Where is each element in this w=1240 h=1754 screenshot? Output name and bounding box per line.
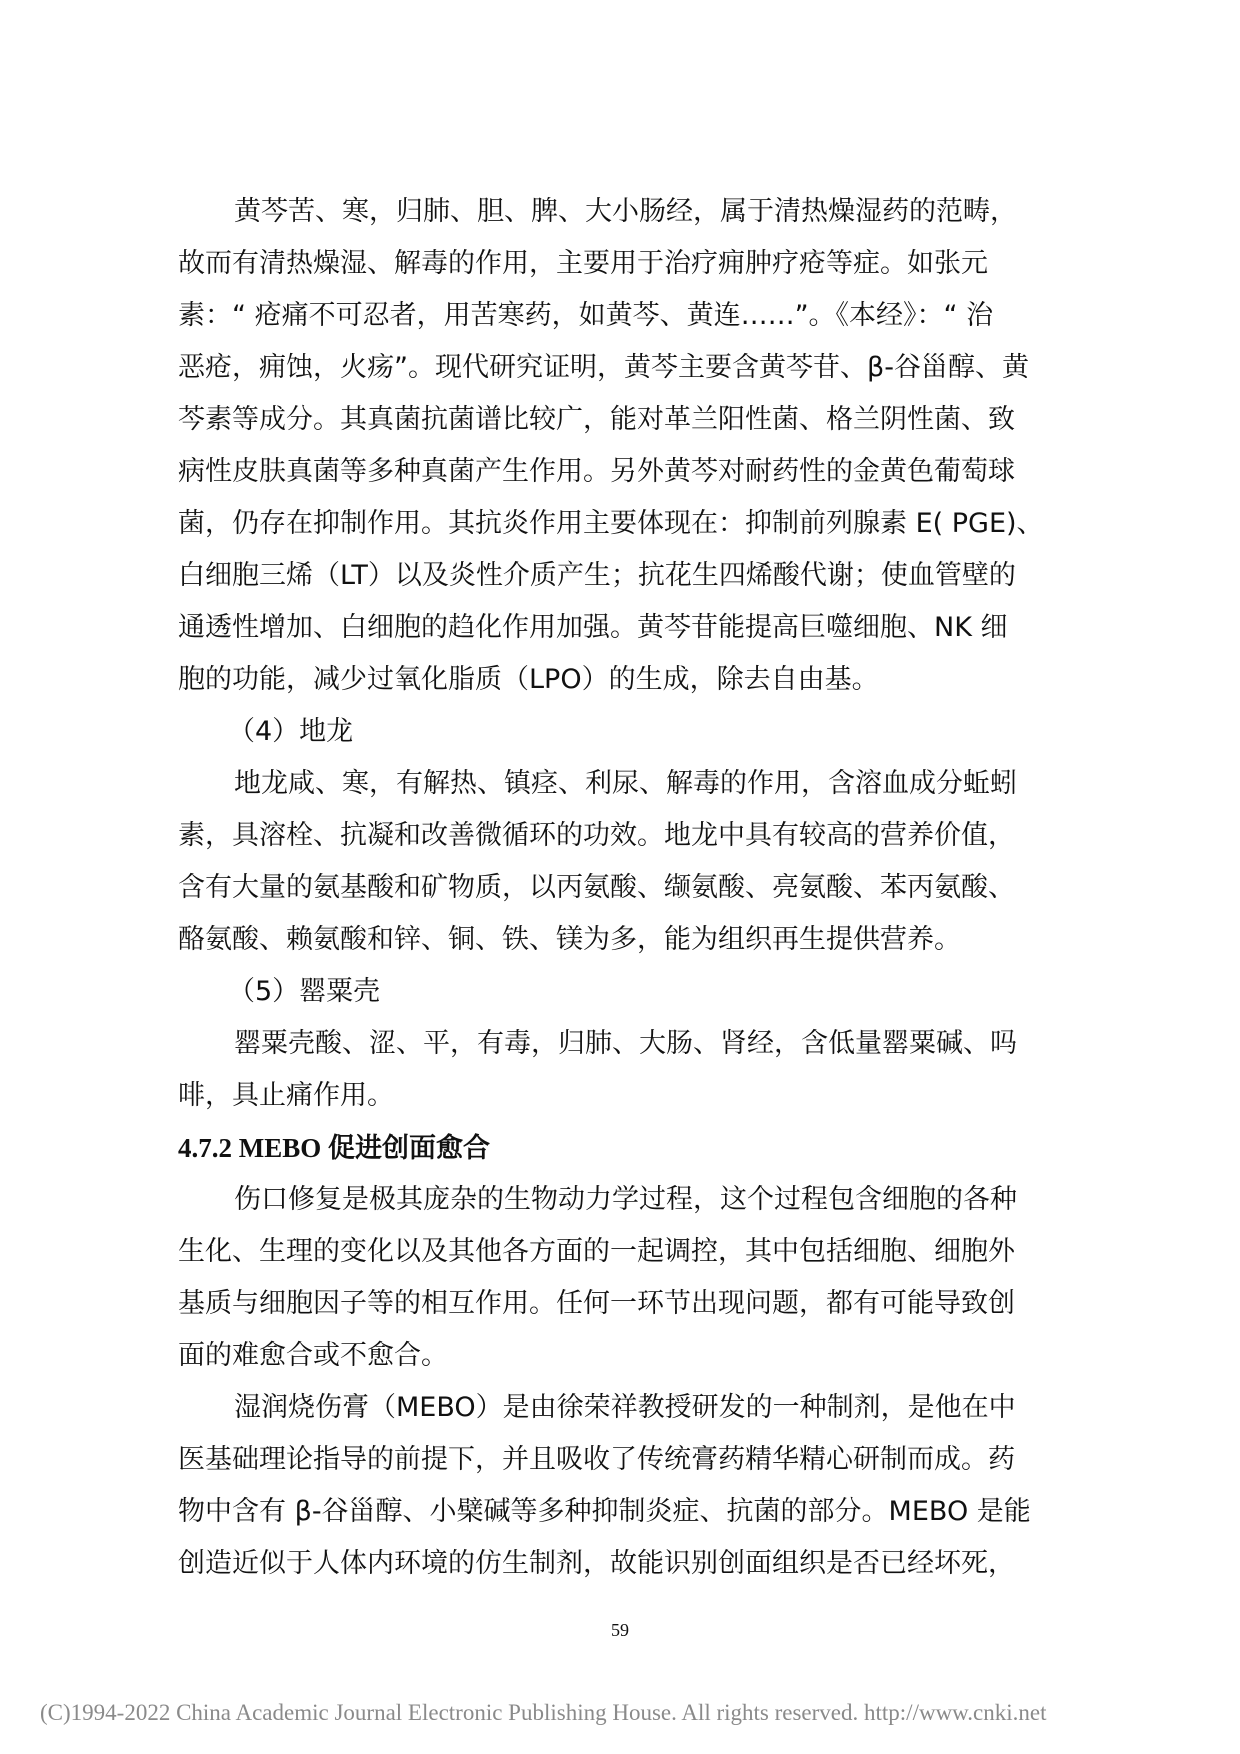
text-line: 湿润烧伤膏（MEBO）是由徐荣祥教授研发的一种制剂，是他在中 bbox=[234, 1392, 1016, 1423]
text-line: 黄芩苦、寒，归肺、胆、脾、大小肠经，属于清热燥湿药的范畴， bbox=[234, 196, 1017, 227]
text-line: 医基础理论指导的前提下，并且吸收了传统膏药精华精心研制而成。药 bbox=[178, 1444, 1015, 1475]
text-line: 通透性增加、白细胞的趋化作用加强。黄芩苷能提高巨噬细胞、NK 细 bbox=[178, 612, 1008, 643]
text-line: 胞的功能，减少过氧化脂质（LPO）的生成，除去自由基。 bbox=[178, 664, 879, 695]
section-heading: 4.7.2 MEBO 促进创面愈合 bbox=[178, 1133, 491, 1163]
page-number: 59 bbox=[611, 1620, 629, 1640]
text-line: 含有大量的氨基酸和矿物质，以丙氨酸、缬氨酸、亮氨酸、苯丙氨酸、 bbox=[178, 872, 1015, 903]
text-line: 地龙咸、寒，有解热、镇痉、利尿、解毒的作用，含溶血成分蚯蚓 bbox=[234, 768, 1017, 799]
text-line: 病性皮肤真菌等多种真菌产生作用。另外黄芩对耐药性的金黄色葡萄球 bbox=[178, 456, 1015, 487]
text-line: 芩素等成分。其真菌抗菌谱比较广，能对革兰阳性菌、格兰阴性菌、致 bbox=[178, 404, 1015, 435]
copyright-footer: (C)1994-2022 China Academic Journal Electronic Publishing House. All rights reserved. http://www.cnki.net bbox=[40, 1700, 1047, 1725]
text-line: 菌，仍存在抑制作用。其抗炎作用主要体现在：抑制前列腺素 E( PGE)、 bbox=[178, 508, 1044, 539]
subsection-heading: （4）地龙 bbox=[228, 716, 354, 747]
text-line: 基质与细胞因子等的相互作用。任何一环节出现问题，都有可能导致创 bbox=[178, 1288, 1015, 1319]
text-line: 恶疮，痈蚀，火疡”。现代研究证明，黄芩主要含黄芩苷、β-谷甾醇、黄 bbox=[178, 352, 1029, 383]
text-line: 物中含有 β-谷甾醇、小檗碱等多种抑制炎症、抗菌的部分。MEBO 是能 bbox=[178, 1496, 1031, 1527]
text-line: 素：“ 疮痛不可忍者，用苦寒药，如黄芩、黄连……”。《本经》：“ 治 bbox=[178, 300, 994, 331]
text-line: 罂粟壳酸、涩、平，有毒，归肺、大肠、肾经，含低量罂粟碱、吗 bbox=[234, 1028, 1017, 1059]
text-line: 伤口修复是极其庞杂的生物动力学过程，这个过程包含细胞的各种 bbox=[234, 1184, 1017, 1215]
text-line: 生化、生理的变化以及其他各方面的一起调控，其中包括细胞、细胞外 bbox=[178, 1236, 1015, 1267]
text-line: 白细胞三烯（LT）以及炎性介质产生；抗花生四烯酸代谢；使血管壁的 bbox=[178, 560, 1016, 591]
text-line: 酪氨酸、赖氨酸和锌、铜、铁、镁为多，能为组织再生提供营养。 bbox=[178, 924, 961, 955]
text-line: 故而有清热燥湿、解毒的作用，主要用于治疗痈肿疗疮等症。如张元 bbox=[178, 248, 988, 279]
subsection-heading: （5）罂粟壳 bbox=[228, 976, 381, 1007]
text-line: 创造近似于人体内环境的仿生制剂，故能识别创面组织是否已经坏死， bbox=[178, 1548, 1015, 1579]
text-line: 面的难愈合或不愈合。 bbox=[178, 1340, 448, 1371]
body-text bbox=[178, 186, 1098, 1590]
text-line: 啡，具止痛作用。 bbox=[178, 1080, 394, 1111]
text-line: 素，具溶栓、抗凝和改善微循环的功效。地龙中具有较高的营养价值， bbox=[178, 820, 1015, 851]
